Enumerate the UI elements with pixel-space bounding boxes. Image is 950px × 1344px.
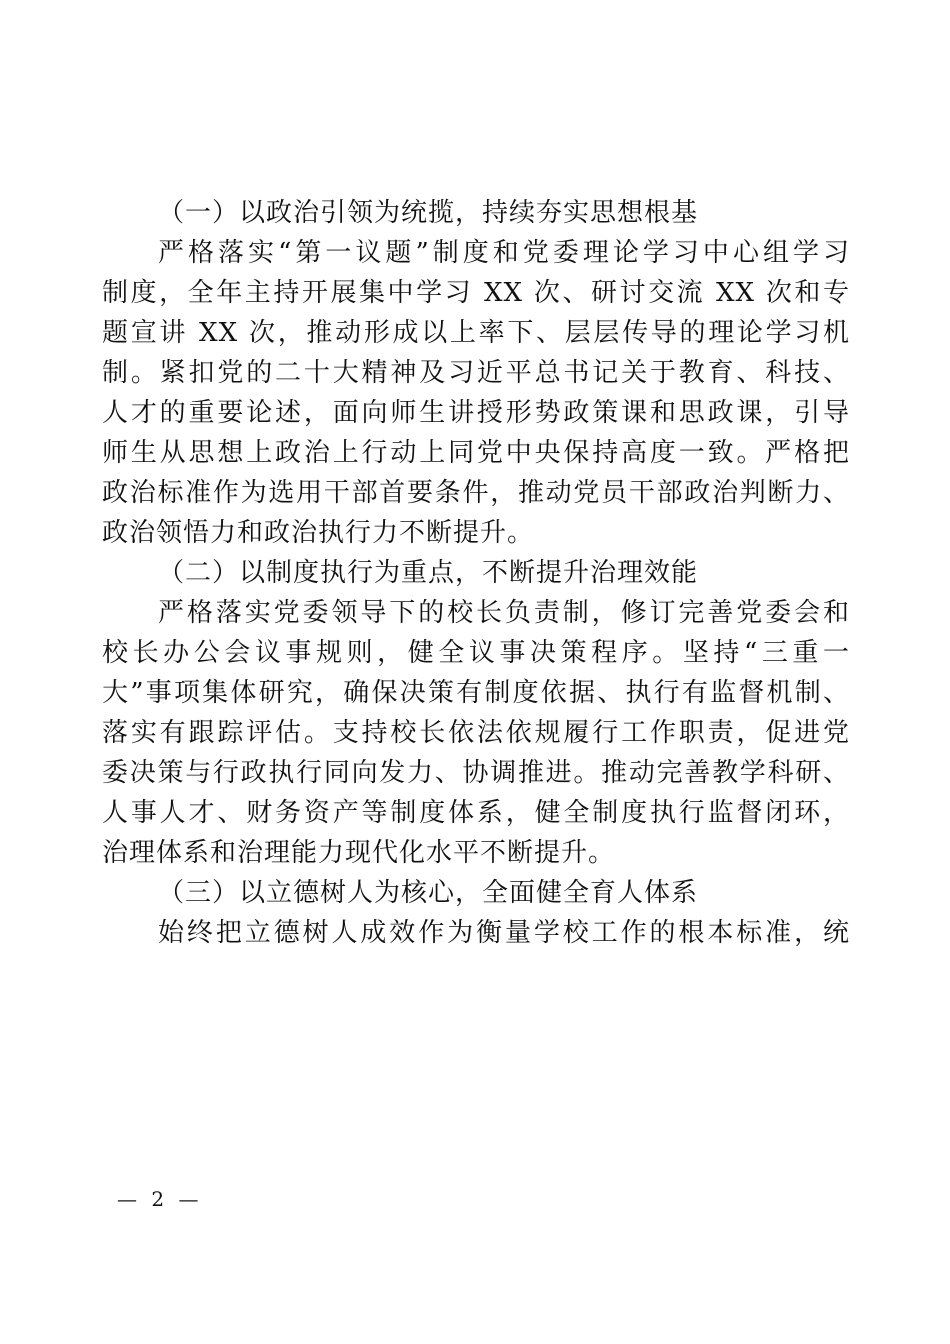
paragraph-line: 师生从思想上政治上行动上同党中央保持高度一致。严格把 [102, 438, 850, 468]
section-heading: （一）以政治引领为统揽，持续夯实思想根基 [158, 198, 699, 228]
paragraph-line: 校长办公会议事规则，健全议事决策程序。坚持“三重一 [102, 638, 850, 668]
paragraph-line: 委决策与行政执行同向发力、协调推进。推动完善教学科研、 [102, 758, 850, 788]
paragraph-line: 严格落实“第一议题”制度和党委理论学习中心组学习 [158, 238, 850, 268]
paragraph-line: 政治标准作为选用干部首要条件，推动党员干部政治判断力、 [102, 478, 850, 508]
paragraph-line: 题宣讲 XX 次，推动形成以上率下、层层传导的理论学习机 [102, 318, 850, 348]
page-number: — 2 — [117, 1187, 203, 1211]
section-heading: （三）以立德树人为核心，全面健全育人体系 [158, 878, 699, 908]
paragraph-line: 大”事项集体研究，确保决策有制度依据、执行有监督机制、 [102, 678, 850, 708]
paragraph-line: 人才的重要论述，面向师生讲授形势政策课和思政课，引导 [102, 398, 850, 428]
paragraph-line: 始终把立德树人成效作为衡量学校工作的根本标准，统 [158, 918, 850, 948]
paragraph-line: 制度，全年主持开展集中学习 XX 次、研讨交流 XX 次和专 [102, 278, 850, 308]
paragraph-line: 人事人才、财务资产等制度体系，健全制度执行监督闭环， [102, 798, 850, 828]
paragraph-line: 严格落实党委领导下的校长负责制，修订完善党委会和 [158, 598, 850, 628]
paragraph-line: 落实有跟踪评估。支持校长依法依规履行工作职责，促进党 [102, 718, 850, 748]
paragraph-line: 治理体系和治理能力现代化水平不断提升。 [102, 838, 616, 868]
section-heading: （二）以制度执行为重点，不断提升治理效能 [158, 558, 699, 588]
paragraph-line: 政治领悟力和政治执行力不断提升。 [102, 518, 535, 548]
paragraph-line: 制。紧扣党的二十大精神及习近平总书记关于教育、科技、 [102, 358, 850, 388]
